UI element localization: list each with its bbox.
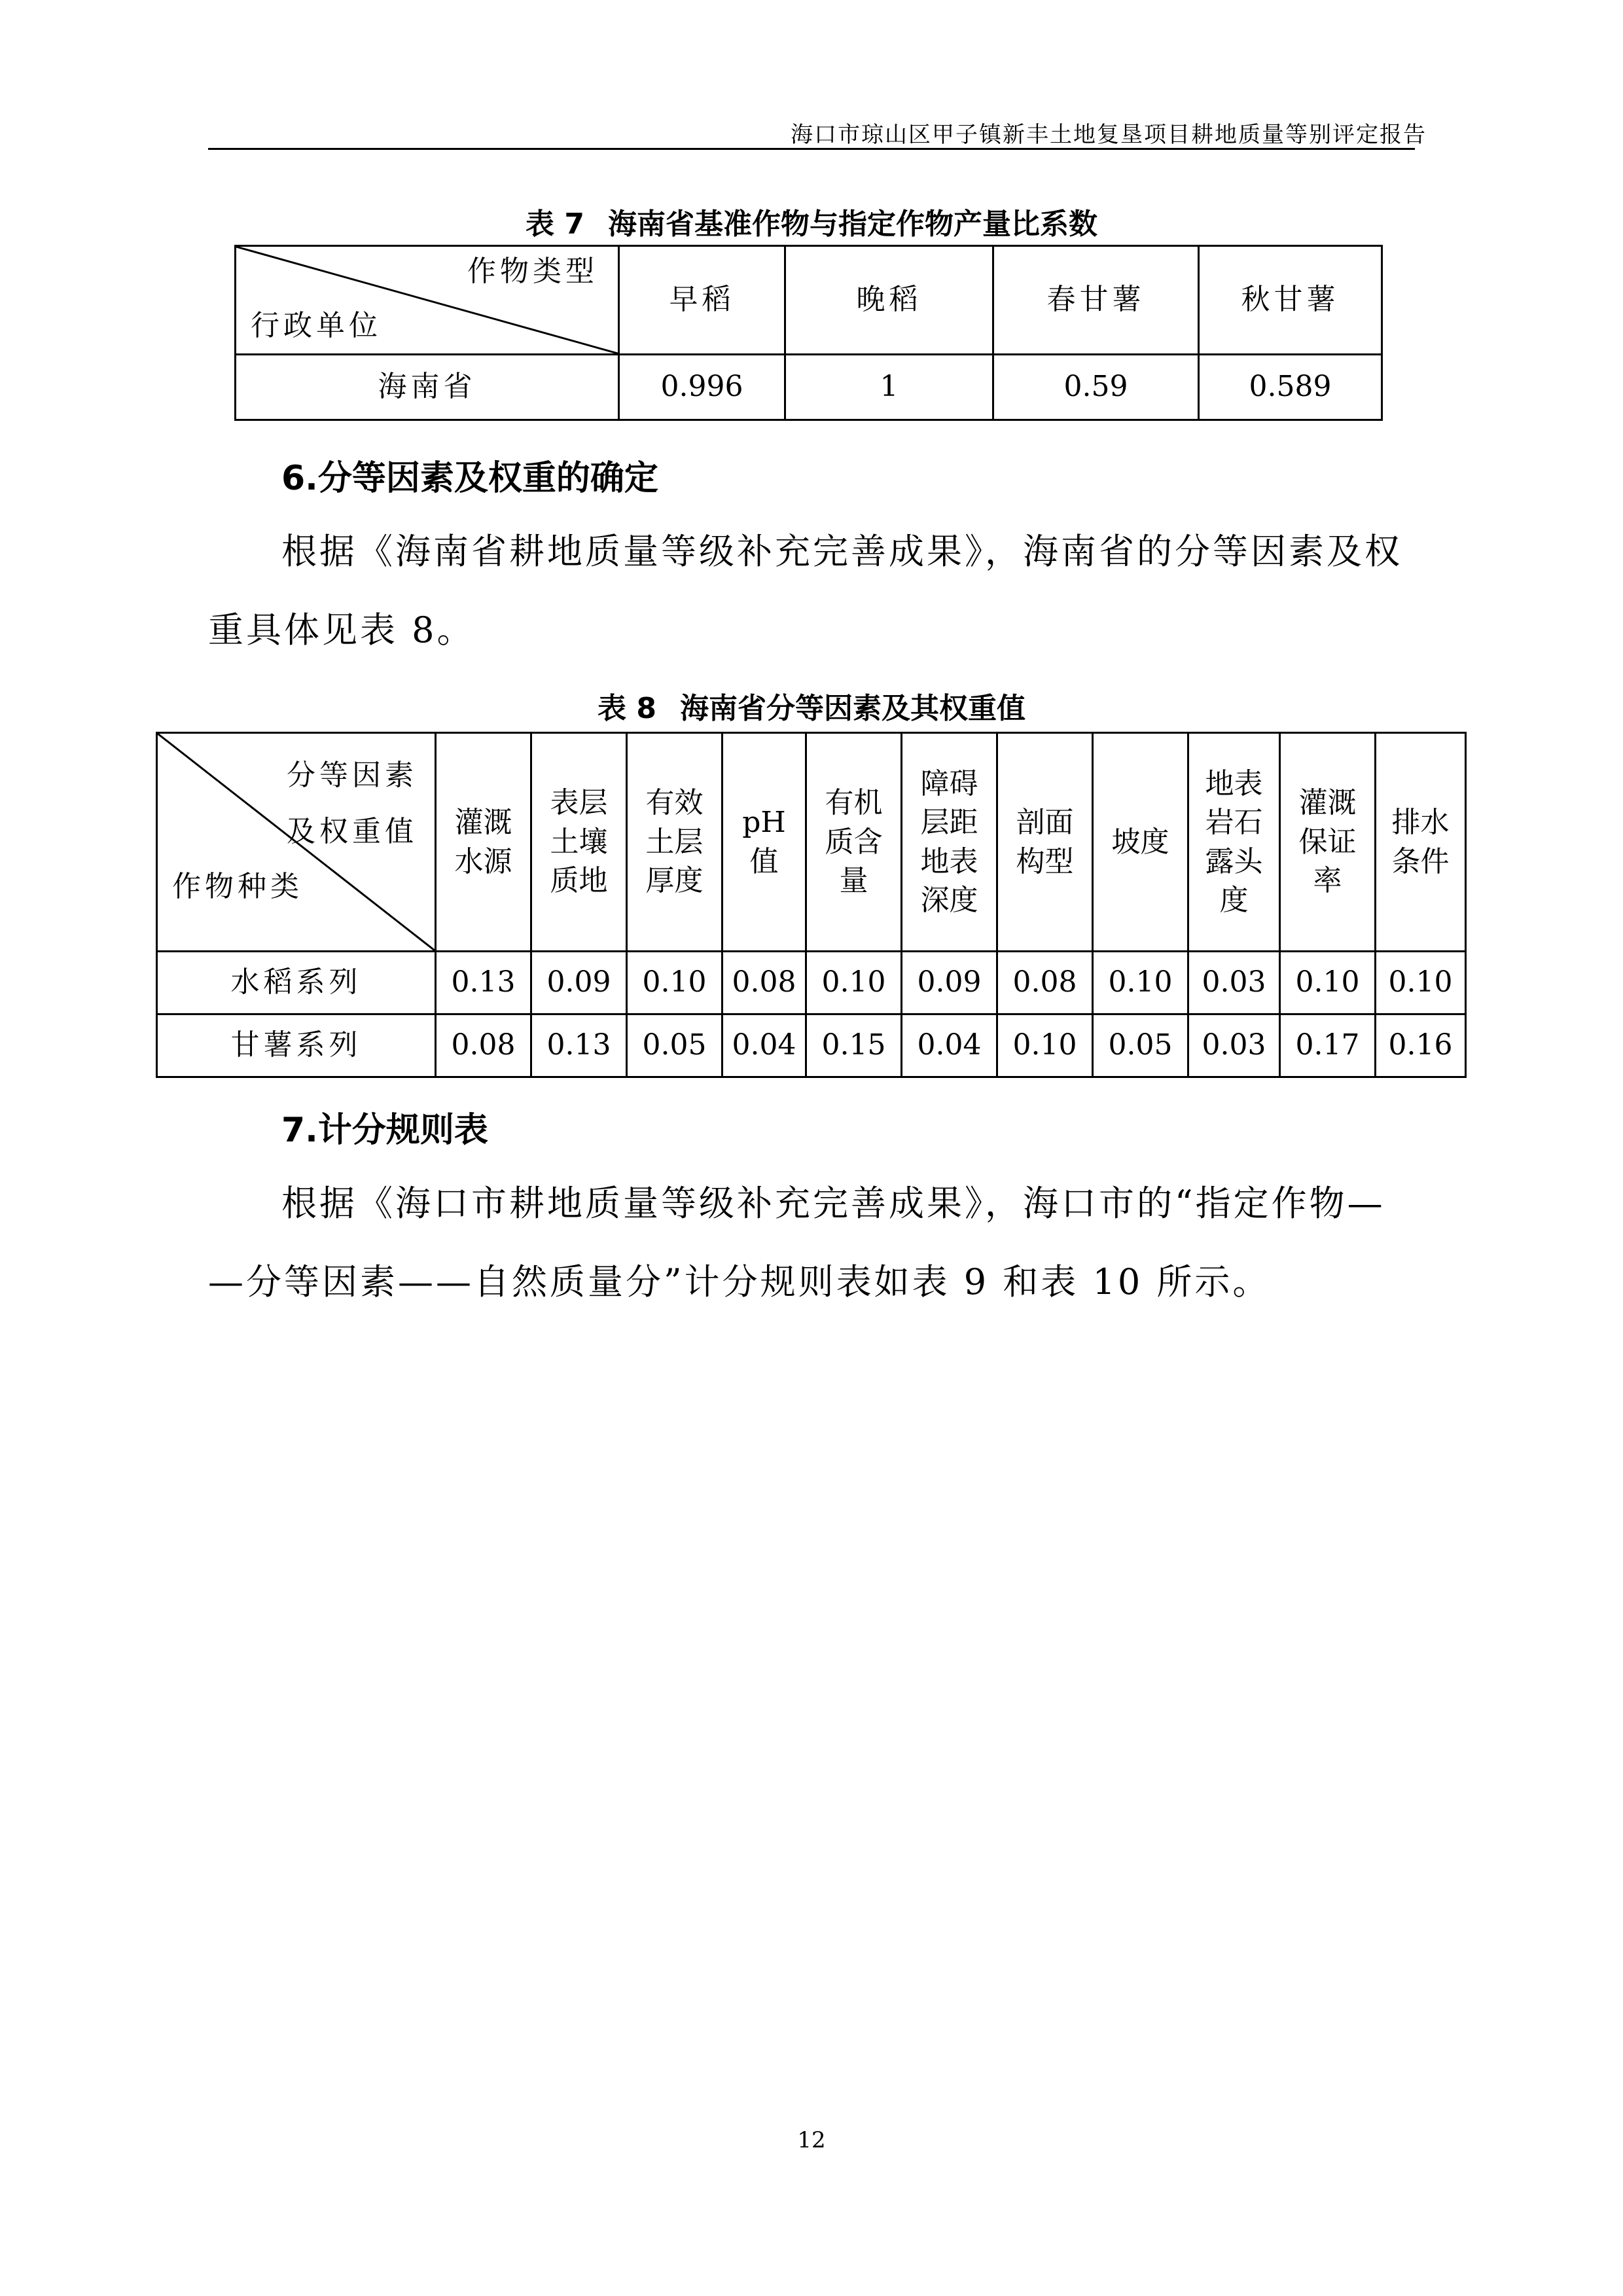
table8-col-header-line: 构型 bbox=[1016, 844, 1074, 878]
table8-col-header-line: 量 bbox=[839, 864, 868, 898]
table8-col-header bbox=[902, 733, 997, 952]
section6-heading: 6.分等因素及权重的确定 bbox=[281, 459, 658, 498]
table8-col-header bbox=[531, 733, 627, 952]
table7-corner-top: 作物类型 bbox=[467, 255, 598, 288]
table8-col-header-line: 土壤 bbox=[550, 825, 608, 859]
section7-paragraph-line1: 根据《海口市耕地质量等级补充完善成果》，海口市的“指定作物— bbox=[281, 1183, 1385, 1224]
table7-title: 海南省基准作物与指定作物产量比系数 bbox=[607, 207, 1097, 241]
table8-col-header bbox=[1188, 733, 1280, 952]
table8-row-label: 甘薯系列 bbox=[157, 1014, 436, 1077]
table8-corner-top2: 及权重值 bbox=[287, 815, 418, 848]
table8-col-header-line: 障碍 bbox=[920, 766, 978, 800]
table8-col-header-line: 值 bbox=[749, 844, 779, 878]
header-rule bbox=[208, 148, 1415, 150]
table7-number: 表 7 bbox=[526, 207, 584, 241]
table8-cell: 0.10 bbox=[1093, 952, 1188, 1014]
table8-col-header bbox=[806, 733, 902, 952]
table8-cell: 0.15 bbox=[806, 1014, 902, 1077]
table8-cell: 0.13 bbox=[436, 952, 531, 1014]
table7 bbox=[234, 245, 1383, 421]
table8-cell: 0.03 bbox=[1188, 1014, 1280, 1077]
running-header: 海口市琼山区甲子镇新丰土地复垦项目耕地质量等别评定报告 bbox=[791, 122, 1427, 148]
table8-col-header-line: 坡度 bbox=[1111, 825, 1169, 859]
table8-col-header-line: 厚度 bbox=[645, 864, 704, 898]
table7-cell: 0.589 bbox=[1199, 355, 1382, 420]
table7-corner-bottom: 行政单位 bbox=[251, 308, 382, 342]
table8-cell: 0.10 bbox=[627, 952, 722, 1014]
table8-cell: 0.10 bbox=[1280, 952, 1376, 1014]
section7-heading: 7.计分规则表 bbox=[281, 1111, 488, 1150]
table8-col-header-line: 有机 bbox=[825, 786, 883, 820]
table8-col-header bbox=[722, 733, 806, 952]
table7-col-header: 早稻 bbox=[619, 246, 785, 355]
table8-cell: 0.10 bbox=[806, 952, 902, 1014]
section6-paragraph-line2: 重具体见表 8。 bbox=[208, 609, 475, 651]
table8-cell: 0.13 bbox=[531, 1014, 627, 1077]
table8-col-header-line: 质含 bbox=[825, 825, 883, 859]
table8-col-header-line: 有效 bbox=[645, 786, 704, 820]
table8-cell: 0.09 bbox=[902, 952, 997, 1014]
page-number: 12 bbox=[797, 2127, 826, 2153]
table8-col-header-line: 灌溉 bbox=[1298, 786, 1357, 820]
table8-col-header bbox=[627, 733, 722, 952]
table7-caption bbox=[0, 200, 1623, 242]
table8-caption bbox=[0, 685, 1623, 726]
table8-cell: 0.17 bbox=[1280, 1014, 1376, 1077]
table8-cell: 0.03 bbox=[1188, 952, 1280, 1014]
table7-corner-cell bbox=[236, 246, 619, 355]
table8-cell: 0.16 bbox=[1376, 1014, 1466, 1077]
table8-corner-cell bbox=[157, 733, 436, 952]
table7-col-header: 春甘薯 bbox=[993, 246, 1199, 355]
table8-cell: 0.09 bbox=[531, 952, 627, 1014]
table8 bbox=[156, 732, 1467, 1078]
table8-cell: 0.08 bbox=[722, 952, 806, 1014]
table7-cell: 0.996 bbox=[619, 355, 785, 420]
table8-col-header-line: 深度 bbox=[920, 883, 978, 917]
table8-col-header-line: 地表 bbox=[920, 844, 978, 878]
table8-title: 海南省分等因素及其权重值 bbox=[679, 692, 1026, 725]
table8-col-header-line: 露头 bbox=[1205, 844, 1263, 878]
table8-corner-bottom: 作物种类 bbox=[172, 870, 303, 903]
table8-row-label: 水稻系列 bbox=[157, 952, 436, 1014]
table8-col-header-line: 质地 bbox=[550, 864, 608, 898]
table8-col-header-line: 排水 bbox=[1391, 806, 1450, 840]
table8-col-header-line: 层距 bbox=[920, 806, 978, 840]
table8-number: 表 8 bbox=[597, 692, 656, 725]
table7-cell: 1 bbox=[785, 355, 993, 420]
table8-cell: 0.04 bbox=[722, 1014, 806, 1077]
table8-col-header bbox=[1376, 733, 1466, 952]
table8-cell: 0.05 bbox=[627, 1014, 722, 1077]
table8-col-header bbox=[1280, 733, 1376, 952]
section7-paragraph-line2: —分等因素——自然质量分”计分规则表如表 9 和表 10 所示。 bbox=[208, 1261, 1271, 1302]
table8-col-header-line: 率 bbox=[1313, 864, 1342, 898]
table8-col-header-line: pH bbox=[742, 806, 786, 840]
table8-cell: 0.05 bbox=[1093, 1014, 1188, 1077]
table8-col-header bbox=[997, 733, 1093, 952]
table7-cell: 0.59 bbox=[993, 355, 1199, 420]
table8-col-header-line: 保证 bbox=[1298, 825, 1357, 859]
table8-cell: 0.10 bbox=[1376, 952, 1466, 1014]
table8-cell: 0.10 bbox=[997, 1014, 1093, 1077]
table8-cell: 0.08 bbox=[436, 1014, 531, 1077]
table8-cell: 0.04 bbox=[902, 1014, 997, 1077]
section6-paragraph-line1: 根据《海南省耕地质量等级补充完善成果》，海南省的分等因素及权 bbox=[281, 531, 1402, 572]
table8-col-header-line: 灌溉 bbox=[454, 806, 512, 840]
table8-col-header-line: 表层 bbox=[550, 786, 608, 820]
table8-cell: 0.08 bbox=[997, 952, 1093, 1014]
table8-col-header bbox=[1093, 733, 1188, 952]
table7-col-header: 晚稻 bbox=[785, 246, 993, 355]
table8-col-header bbox=[436, 733, 531, 952]
table7-col-header: 秋甘薯 bbox=[1199, 246, 1382, 355]
table8-col-header-line: 岩石 bbox=[1205, 806, 1263, 840]
table8-corner-top1: 分等因素 bbox=[287, 759, 418, 792]
table8-col-header-line: 条件 bbox=[1391, 844, 1450, 878]
table8-col-header-line: 土层 bbox=[645, 825, 704, 859]
table8-col-header-line: 度 bbox=[1219, 883, 1249, 917]
table8-col-header-line: 剖面 bbox=[1016, 806, 1074, 840]
table8-col-header-line: 地表 bbox=[1205, 766, 1263, 800]
table7-row-label: 海南省 bbox=[236, 355, 619, 420]
table8-col-header-line: 水源 bbox=[454, 844, 512, 878]
